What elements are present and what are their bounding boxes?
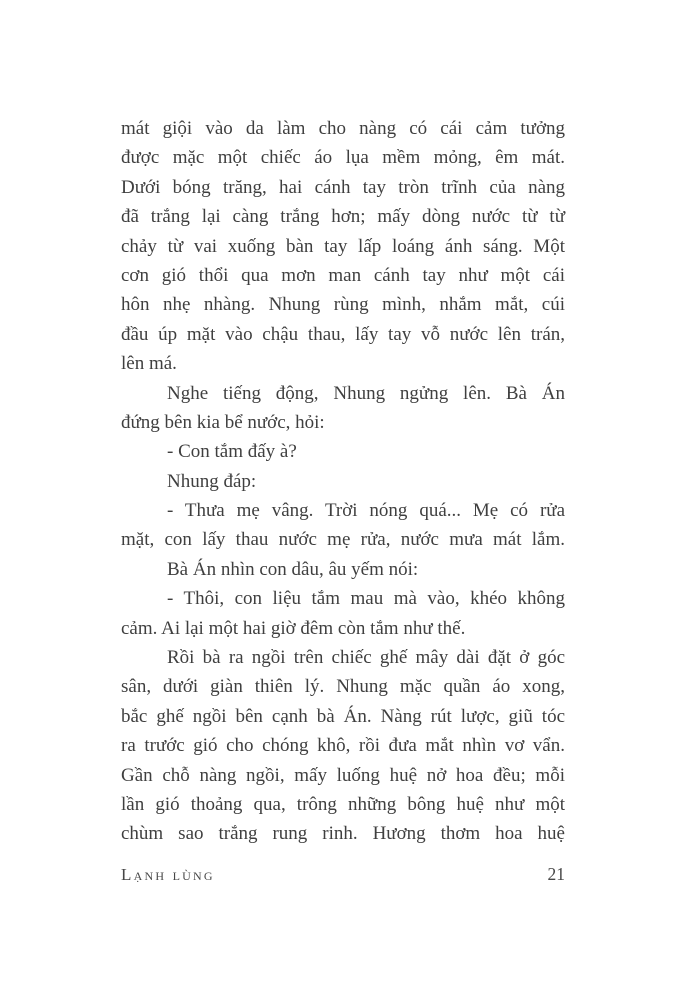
footer-book-title: Lạnh lùng — [121, 865, 215, 884]
text-line-3: Dưới bóng trăng, hai cánh tay tròn trĩnh của nàng — [121, 176, 565, 198]
text-line-19: Rồi bà ra ngồi trên chiếc ghế mây dài đặt ở góc — [167, 647, 565, 669]
text-line-12: - Con tắm đấy à? — [167, 441, 297, 463]
text-line-2: được mặc một chiếc áo lụa mềm mỏng, êm mát. — [121, 147, 565, 169]
text-line-16: Bà Án nhìn con dâu, âu yếm nói: — [167, 558, 419, 580]
text-line-8: đầu úp mặt vào chậu thau, lấy tay vỗ nước lên trán, — [121, 323, 565, 345]
text-line-13: Nhung đáp: — [167, 470, 257, 492]
text-line-5: chảy từ vai xuống bàn tay lấp loáng ánh sáng. Một — [121, 235, 565, 257]
text-line-1: mát giội vào da làm cho nàng có cái cảm tưởng — [121, 118, 565, 139]
text-line-14: - Thưa mẹ vâng. Trời nóng quá... Mẹ có rửa — [167, 500, 565, 522]
text-line-6: cơn gió thổi qua mơn man cánh tay như một cái — [121, 264, 565, 286]
text-line-4: đã trắng lại càng trắng hơn; mấy dòng nước từ từ — [121, 206, 565, 228]
text-line-21: bắc ghế ngồi bên cạnh bà Án. Nàng rút lược, giũ tóc — [121, 705, 565, 727]
text-line-20: sân, dưới giàn thiên lý. Nhung mặc quần áo xong, — [121, 676, 565, 698]
page-text-block — [121, 114, 565, 849]
text-line-9: lên má. — [121, 353, 177, 375]
text-line-11: đứng bên kia bể nước, hỏi: — [121, 411, 325, 433]
text-line-24: lần gió thoảng qua, trông những bông huệ như một — [121, 793, 565, 815]
text-line-15: mặt, con lấy thau nước mẹ rửa, nước mưa mát lắm. — [121, 529, 565, 551]
footer-page-number: 21 — [547, 864, 565, 884]
text-line-25: chùm sao trắng rung rinh. Hương thơm hoa huệ — [121, 823, 565, 845]
text-line-7: hôn nhẹ nhàng. Nhung rùng mình, nhắm mắt, cúi — [121, 294, 565, 316]
text-line-10: Nghe tiếng động, Nhung ngửng lên. Bà Án — [167, 382, 565, 404]
text-line-23: Gần chỗ nàng ngồi, mấy luống huệ nở hoa đều; mỗi — [121, 764, 565, 786]
text-line-22: ra trước gió cho chóng khô, rồi đưa mắt nhìn vơ vẩn. — [121, 735, 565, 757]
text-line-17: - Thôi, con liệu tắm mau mà vào, khéo không — [167, 588, 565, 610]
page-footer — [121, 864, 565, 885]
text-line-18: cảm. Ai lại một hai giờ đêm còn tắm như thế. — [121, 617, 466, 639]
